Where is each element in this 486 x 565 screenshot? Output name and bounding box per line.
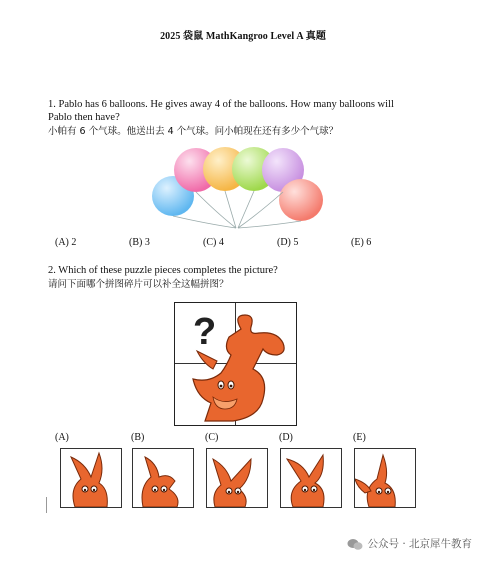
q2-option-b[interactable]: (B)	[131, 432, 145, 443]
puzzle-piece-a[interactable]	[60, 448, 122, 508]
q2-option-e[interactable]: (E)	[353, 432, 366, 443]
q1-option-d[interactable]: (D) 5	[277, 237, 299, 248]
q1-option-c[interactable]: (C) 4	[203, 237, 224, 248]
kangaroo-picture-icon	[175, 303, 296, 425]
balloons-illustration	[148, 144, 330, 230]
balloon-red	[279, 179, 323, 221]
q2-option-c[interactable]: (C)	[205, 432, 219, 443]
puzzle-piece-e[interactable]	[354, 448, 416, 508]
q1-text-line2: Pablo then have?	[48, 112, 120, 123]
kangaroo-piece-e-icon	[355, 449, 415, 507]
q1-option-a[interactable]: (A) 2	[55, 237, 77, 248]
watermark	[347, 536, 472, 551]
scan-mark	[46, 497, 47, 513]
page-title: 2025 袋鼠 MathKangroo Level A 真题	[160, 31, 326, 42]
kangaroo-piece-c-icon	[207, 449, 267, 507]
wechat-icon	[347, 538, 363, 551]
puzzle-piece-d[interactable]	[280, 448, 342, 508]
q2-text-chinese: 请问下面哪个拼图碎片可以补全这幅拼图？	[48, 279, 229, 290]
q1-text-line1: 1. Pablo has 6 balloons. He gives away 4 of the balloons. How many balloons will	[48, 99, 394, 110]
kangaroo-piece-a-icon	[61, 449, 121, 507]
q1-option-e[interactable]: (E) 6	[351, 237, 372, 248]
kangaroo-piece-d-icon	[281, 449, 341, 507]
kangaroo-piece-b-icon	[133, 449, 193, 507]
watermark-text: 公众号 · 北京犀牛教育	[367, 538, 472, 550]
puzzle-question-mark: ?	[193, 311, 217, 353]
q1-text-chinese: 小帕有 6 个气球。他送出去 4 个气球。问小帕现在还有多少个气球？	[48, 126, 339, 137]
q2-text: 2. Which of these puzzle pieces completes the picture?	[48, 265, 278, 276]
puzzle-piece-c[interactable]	[206, 448, 268, 508]
puzzle-picture	[174, 302, 297, 426]
q1-option-b[interactable]: (B) 3	[129, 237, 150, 248]
q2-option-a[interactable]: (A)	[55, 432, 69, 443]
q2-option-d[interactable]: (D)	[279, 432, 293, 443]
puzzle-piece-b[interactable]	[132, 448, 194, 508]
